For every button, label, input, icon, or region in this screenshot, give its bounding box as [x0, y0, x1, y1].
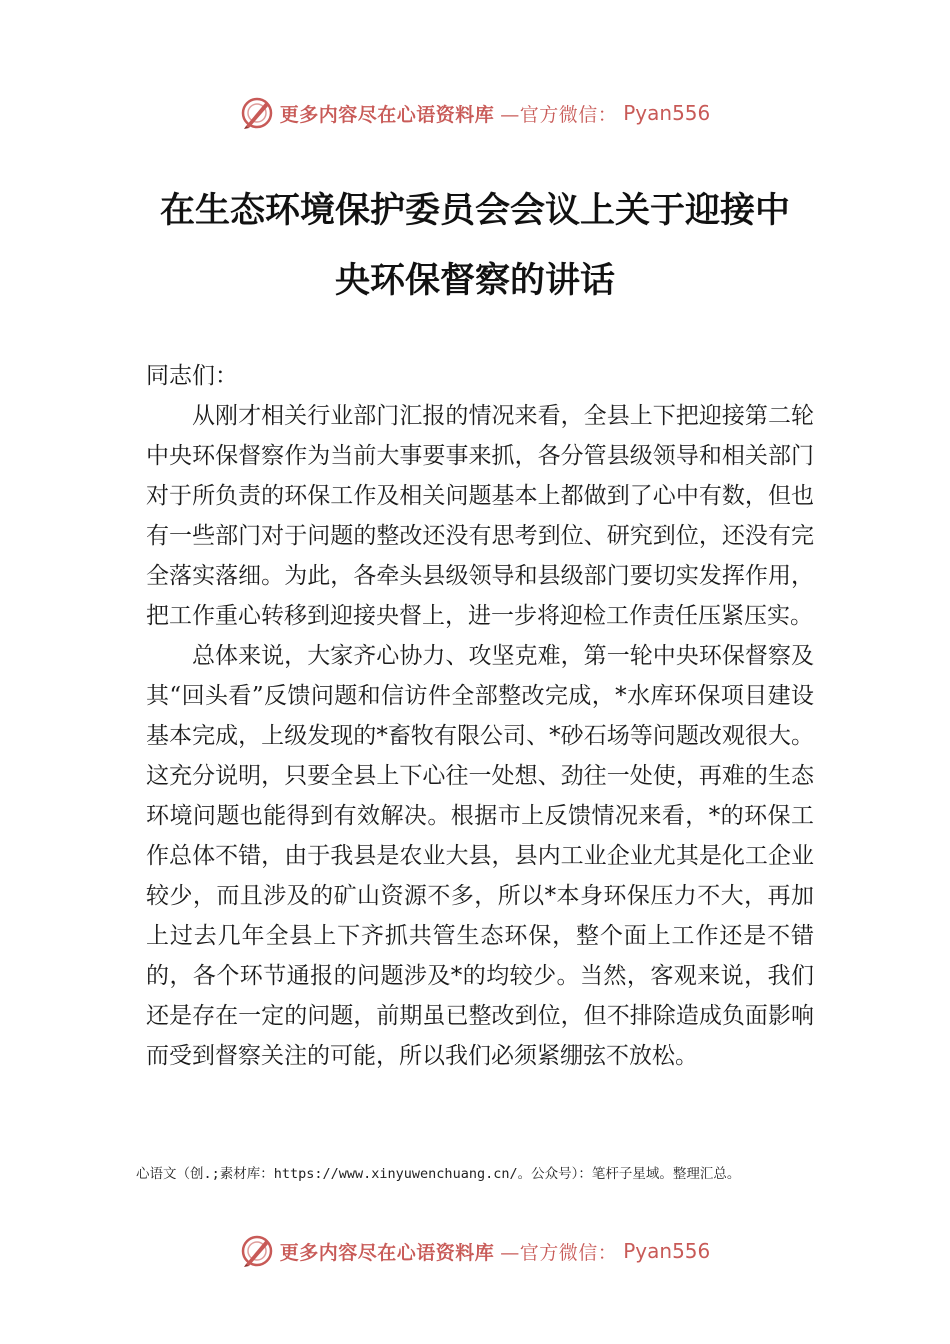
header-watermark — [0, 96, 950, 130]
pen-logo-icon — [240, 96, 274, 130]
watermark-separator-text: —官方微信： — [500, 103, 618, 126]
watermark-wechat-id: Pyan556 — [623, 101, 711, 125]
paragraph-2: 总体来说，大家齐心协力、攻坚克难，第一轮中央环保督察及其“回头看”反馈问题和信访件全部整改完成，*水库环保项目建设基本完成，上级发现的*畜牧有限公司、*砂石场等问题改观很大。这充分说明，只要全县上下心往一处想、劲往一处使，再难的生态环境问题也能得到有效解决。根据市上反馈情况来看，*的环保工作总体不错，由于我县是农业大县，县内工业企业尤其是化工企业较少，而且涉及的矿山资源不多，所以*本身环保压力不大，再加上过去几年全县上下齐抓共管生态环保，整个面上工作还是不错的，各个环节通报的问题涉及*的均较少。当然，客观来说，我们还是存在一定的问题，前期虽已整改到位，但不排除造成负面影响而受到督察关注的可能，所以我们必须紧绷弦不放松。 — [146, 643, 814, 1069]
watermark-main-text: 更多内容尽在心语资料库 — [279, 1241, 495, 1264]
source-footnote: 心语文（创.;素材库：https://www.xinyuwenchuang.cn/。公众号）：笔杆子星域。整理汇总。 — [136, 1166, 741, 1182]
watermark-main-text: 更多内容尽在心语资料库 — [279, 103, 495, 126]
watermark-wechat-id: Pyan556 — [623, 1239, 711, 1263]
footer-watermark — [0, 1234, 950, 1268]
title-line-2: 央环保督察的讲话 — [334, 260, 615, 301]
watermark-separator-text: —官方微信： — [500, 1241, 618, 1264]
paragraph-1: 从刚才相关行业部门汇报的情况来看，全县上下把迎接第二轮中央环保督察作为当前大事要事来抓，各分管县级领导和相关部门对于所负责的环保工作及相关问题基本上都做到了心中有数，但也有一些部门对于问题的整改还没有思考到位、研究到位，还没有完全落实落细。为此，各牵头县级领导和县级部门要切实发挥作用，把工作重心转移到迎接央督上，进一步将迎检工作责任压紧压实。 — [146, 403, 814, 629]
pen-logo-icon — [240, 1234, 274, 1268]
greeting: 同志们： — [146, 363, 238, 389]
document-title — [0, 176, 950, 316]
document-body — [146, 356, 814, 1076]
title-line-1: 在生态环境保护委员会会议上关于迎接中 — [159, 190, 790, 231]
